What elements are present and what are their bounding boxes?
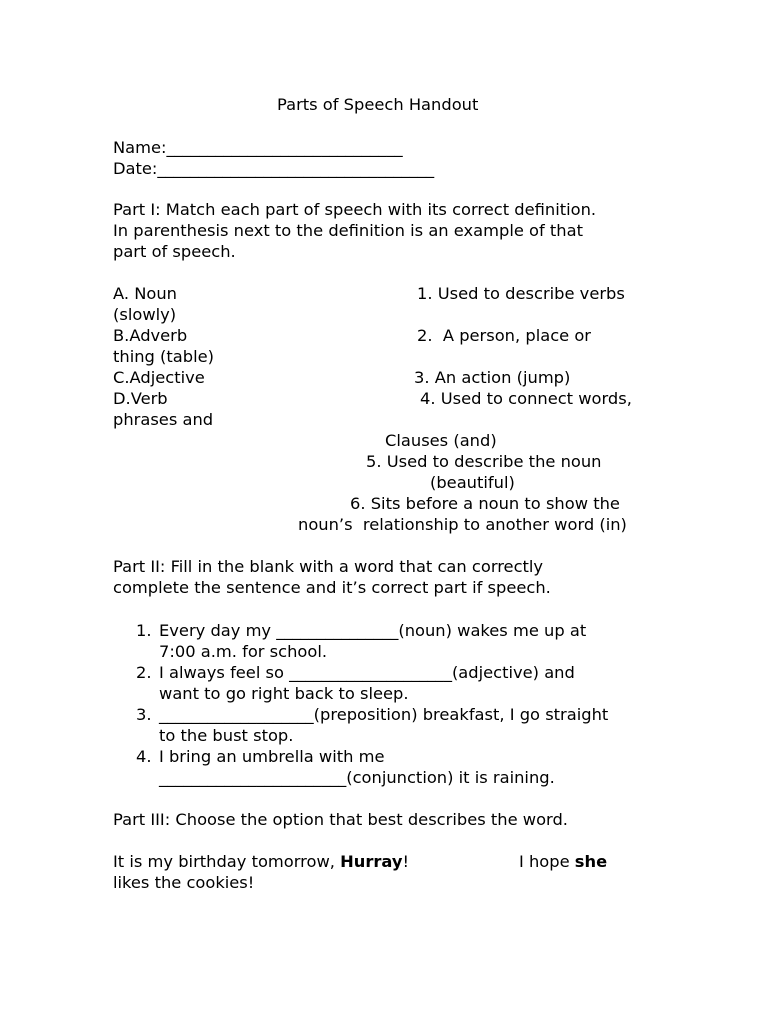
part2-intro-line1: Part II: Fill in the blank with a word that can correctly [113,557,544,576]
page-title: Parts of Speech Handout [277,95,479,114]
definition-6-cont: noun’s relationship to another word (in) [298,515,627,534]
part3-sentence-2-cont: likes the cookies! [113,873,255,892]
sentence-2-target-word: she [574,852,608,871]
definition-1-example: (slowly) [113,305,177,324]
definition-4-cont: phrases and [113,410,214,429]
item-text-cont: want to go right back to sleep. [159,684,409,703]
item-text: I bring an umbrella with me [159,747,385,766]
item-number: 2. [136,663,152,682]
item-text-cont: 7:00 a.m. for school. [159,642,328,661]
definition-5: 5. Used to describe the noun [366,452,602,471]
definition-1: 1. Used to describe verbs [417,284,625,303]
item-text-cont: to the bust stop. [159,726,294,745]
definition-2: 2. A person, place or [417,326,591,345]
sentence-1-text: It is my birthday tomorrow, [113,852,341,871]
part3-sentence-1 [113,851,409,872]
definition-3: 3. An action (jump) [414,368,571,387]
definition-5-example: (beautiful) [430,473,515,492]
item-text-cont: _______________________(conjunction) it is raining. [159,768,555,787]
name-field[interactable]: Name:_____________________________ [113,138,403,157]
part3-sentence-2 [519,851,607,872]
item-text: Every day my _______________(noun) wakes me up at [159,621,587,640]
sentence-1-end: ! [402,852,410,871]
item-number: 4. [136,747,152,766]
date-field[interactable]: Date:__________________________________ [113,159,435,178]
part2-intro-line2: complete the sentence and it’s correct part if speech. [113,578,551,597]
term-adverb: B.Adverb [113,326,188,345]
definition-6: 6. Sits before a noun to show the [350,494,620,513]
sentence-2-text: I hope [519,852,575,871]
part3-intro: Part III: Choose the option that best describes the word. [113,810,568,829]
item-text: I always feel so ____________________(adjective) and [159,663,575,682]
definition-4-example: Clauses (and) [385,431,497,450]
part1-intro-line1: Part I: Match each part of speech with its correct definition. [113,200,597,219]
definition-4: 4. Used to connect words, [420,389,632,408]
term-noun: A. Noun [113,284,177,303]
item-number: 3. [136,705,152,724]
term-adjective: C.Adjective [113,368,205,387]
part1-intro-line2: In parenthesis next to the definition is an example of that [113,221,583,240]
part1-intro-line3: part of speech. [113,242,236,261]
item-number: 1. [136,621,152,640]
sentence-1-target-word: Hurray [340,852,403,871]
term-verb: D.Verb [113,389,168,408]
definition-2-cont: thing (table) [113,347,214,366]
item-text: ___________________(preposition) breakfast, I go straight [159,705,609,724]
